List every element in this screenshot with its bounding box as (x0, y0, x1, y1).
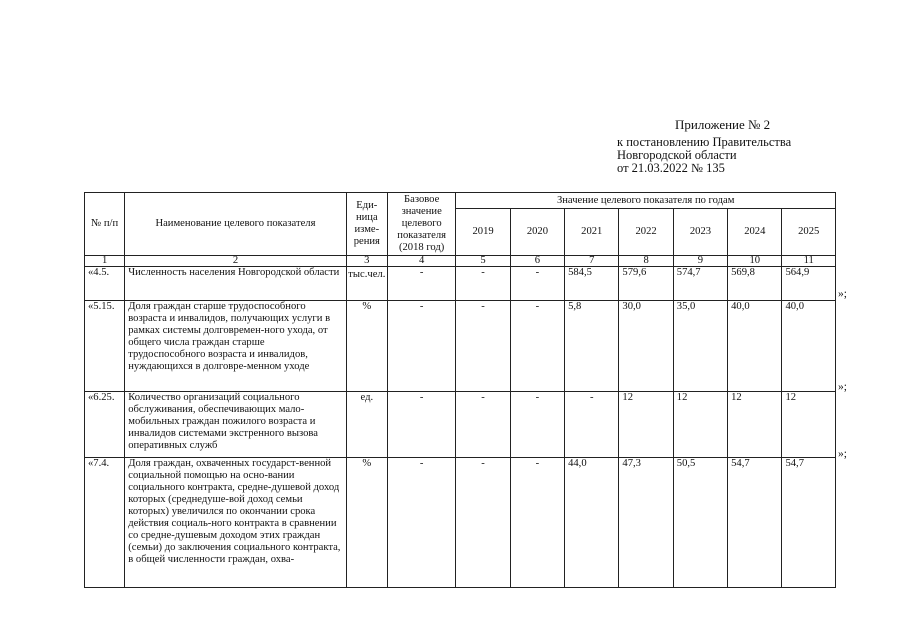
column-number: 5 (456, 256, 510, 267)
unit-cell: ед. (346, 392, 387, 458)
column-number: 2 (125, 256, 346, 267)
year-value: 47,3 (619, 458, 673, 588)
header-year: 2024 (728, 209, 782, 256)
header-year: 2025 (782, 209, 836, 256)
row-end-mark: »; (838, 381, 847, 393)
column-number: 10 (728, 256, 782, 267)
header-year: 2023 (673, 209, 727, 256)
indicator-name: Количество организаций социального обслуживания, обеспечивающих мало-мобильных граждан пожилого возраста и инвалидов системами экстренного вызова оперативных служб (125, 392, 346, 458)
indicator-name: Численность населения Новгородской области (125, 267, 346, 301)
base-value: - (387, 301, 455, 392)
year-value: 5,8 (565, 301, 619, 392)
year-value: 54,7 (782, 458, 836, 588)
indicator-name: Доля граждан, охваченных государст-венной социальной помощью на осно-вании социального контракта, средне-душевой доход которых (среднедуше-вой доход семьи которых) увеличился по окончании срока действия социаль-ного контракта в сравнении со средне-душевым доходом этих граждан (семьи) до заключения социального контракта, в общей численности граждан, охва- (125, 458, 346, 588)
base-value: - (387, 267, 455, 301)
unit-cell: % (346, 301, 387, 392)
year-value: 40,0 (728, 301, 782, 392)
table-row (85, 301, 836, 392)
column-number: 11 (782, 256, 836, 267)
column-number: 9 (673, 256, 727, 267)
header-base: Базовое значение целевого показателя (2018 год) (387, 193, 455, 256)
year-value: 35,0 (673, 301, 727, 392)
header-line: от 21.03.2022 № 135 (617, 161, 725, 175)
row-number: «5.15. (85, 301, 125, 392)
unit-cell: тыс.чел. (346, 267, 387, 301)
year-value: 30,0 (619, 301, 673, 392)
column-number: 7 (565, 256, 619, 267)
year-value: 54,7 (728, 458, 782, 588)
header-year: 2020 (510, 209, 564, 256)
row-number: «4.5. (85, 267, 125, 301)
header-line: Новгородской области (617, 148, 737, 162)
year-value: 564,9 (782, 267, 836, 301)
year-value: 40,0 (782, 301, 836, 392)
row-number: «6.25. (85, 392, 125, 458)
base-value: - (387, 392, 455, 458)
appendix-title: Приложение № 2 (675, 117, 771, 132)
document-header (617, 118, 791, 175)
column-number: 1 (85, 256, 125, 267)
header-line: к постановлению Правительства (617, 135, 792, 149)
year-value: 44,0 (565, 458, 619, 588)
year-value: - (565, 392, 619, 458)
year-value: 574,7 (673, 267, 727, 301)
table-row (85, 392, 836, 458)
year-value: 12 (619, 392, 673, 458)
column-numbers-row (85, 256, 836, 267)
row-end-mark: »; (838, 288, 847, 300)
header-num: № п/п (85, 193, 125, 256)
header-name: Наименование целевого показателя (125, 193, 346, 256)
year-value: - (456, 267, 510, 301)
year-value: - (456, 458, 510, 588)
year-value: 12 (782, 392, 836, 458)
year-value: 584,5 (565, 267, 619, 301)
header-values-group: Значение целевого показателя по годам (456, 193, 836, 209)
base-value: - (387, 458, 455, 588)
unit-cell: % (346, 458, 387, 588)
indicator-name: Доля граждан старше трудоспособного возраста и инвалидов, получающих услуги в рамках системы долговремен-ного ухода, от общего числа граждан старше трудоспособного возраста и инвалидов, нуждающихся в долговре-менном уходе (125, 301, 346, 392)
header-year: 2019 (456, 209, 510, 256)
year-value: 12 (673, 392, 727, 458)
year-value: - (510, 267, 564, 301)
header-year: 2021 (565, 209, 619, 256)
indicators-table (84, 192, 836, 588)
column-number: 6 (510, 256, 564, 267)
year-value: 569,8 (728, 267, 782, 301)
column-number: 8 (619, 256, 673, 267)
row-end-mark: »; (838, 448, 847, 460)
row-number: «7.4. (85, 458, 125, 588)
year-value: 50,5 (673, 458, 727, 588)
table-row (85, 267, 836, 301)
column-number: 3 (346, 256, 387, 267)
table-row (85, 458, 836, 588)
year-value: - (510, 458, 564, 588)
year-value: 579,6 (619, 267, 673, 301)
header-year: 2022 (619, 209, 673, 256)
year-value: - (456, 392, 510, 458)
year-value: - (510, 301, 564, 392)
header-unit: Еди-ница изме-рения (346, 193, 387, 256)
year-value: - (510, 392, 564, 458)
column-number: 4 (387, 256, 455, 267)
year-value: 12 (728, 392, 782, 458)
year-value: - (456, 301, 510, 392)
